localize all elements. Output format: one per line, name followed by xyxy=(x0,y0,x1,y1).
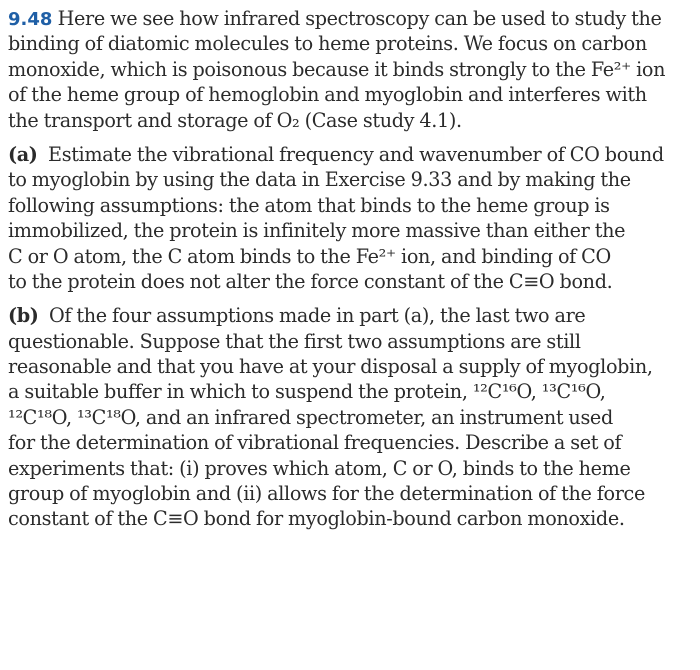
part-b-line xyxy=(8,303,694,328)
exercise-page xyxy=(8,6,694,532)
part-b-label: (b) xyxy=(8,304,39,328)
part-b-line-text: Of the four assumptions made in part (a), the last two are xyxy=(49,304,586,328)
exercise-number: 9.48 xyxy=(8,9,53,30)
part-a-line: following assumptions: the atom that binds to the heme group is xyxy=(8,193,610,217)
part-b-line: constant of the C≡O bond for myoglobin-bound carbon monoxide. xyxy=(8,507,625,531)
intro-line: of the heme group of hemoglobin and myoglobin and interferes with xyxy=(8,83,647,107)
part-a-line-text: Estimate the vibrational frequency and wavenumber of CO bound xyxy=(48,142,664,166)
part-b-line: for the determination of vibrational frequencies. Describe a set of xyxy=(8,431,622,455)
part-a-line: C or O atom, the C atom binds to the Fe²⁺ ion, and binding of CO xyxy=(8,244,611,268)
intro-line-text: Here we see how infrared spectroscopy can be used to study the xyxy=(57,7,662,30)
part-b-line: ¹²C¹⁸O, ¹³C¹⁸O, and an infrared spectrometer, an instrument used xyxy=(8,405,613,429)
part-a xyxy=(8,142,694,294)
exercise-intro xyxy=(8,6,694,133)
part-a-line xyxy=(8,142,694,167)
part-b xyxy=(8,303,694,532)
part-b-line: reasonable and that you have at your disposal a supply of myoglobin, xyxy=(8,355,653,379)
part-b-line: a suitable buffer in which to suspend the protein, ¹²C¹⁶O, ¹³C¹⁶O, xyxy=(8,380,606,404)
part-a-line: to myoglobin by using the data in Exercise 9.33 and by making the xyxy=(8,168,631,192)
part-b-line: group of myoglobin and (ii) allows for the determination of the force xyxy=(8,482,645,506)
part-a-label: (a) xyxy=(8,142,38,166)
intro-line: the transport and storage of O₂ (Case study 4.1). xyxy=(8,108,462,132)
intro-line: binding of diatomic molecules to heme proteins. We focus on carbon xyxy=(8,32,647,56)
part-a-line: immobilized, the protein is infinitely more massive than either the xyxy=(8,219,626,243)
intro-line: monoxide, which is poisonous because it binds strongly to the Fe²⁺ ion xyxy=(8,57,666,81)
part-b-line: questionable. Suppose that the first two assumptions are still xyxy=(8,329,581,353)
part-b-line: experiments that: (i) proves which atom, C or O, binds to the heme xyxy=(8,456,631,480)
part-a-line: to the protein does not alter the force constant of the C≡O bond. xyxy=(8,269,613,293)
intro-line xyxy=(8,6,694,31)
